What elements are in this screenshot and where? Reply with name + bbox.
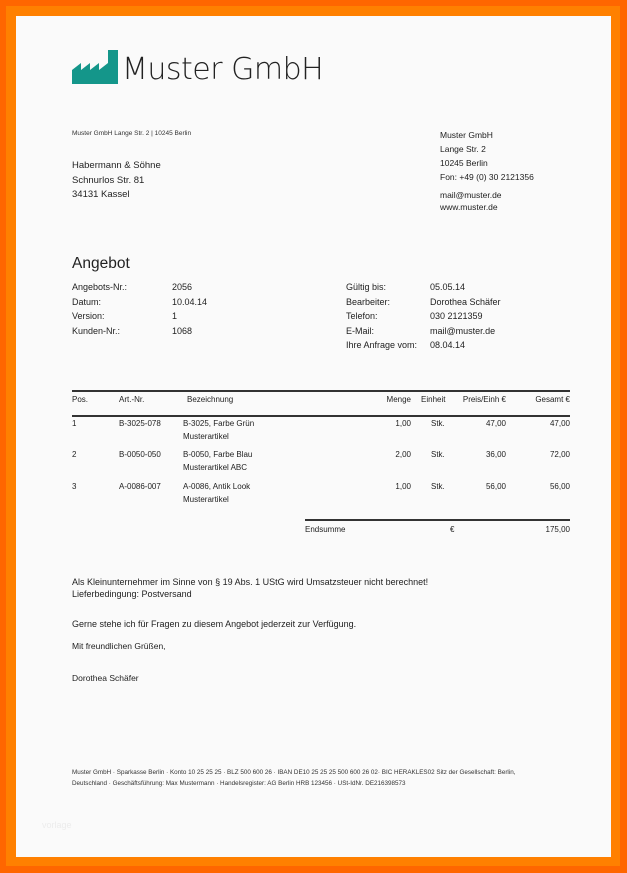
sum-label: Endsumme bbox=[305, 525, 346, 534]
meta-row bbox=[346, 324, 501, 339]
meta-row bbox=[72, 295, 207, 310]
watermark: vorlage bbox=[42, 820, 72, 830]
meta-label: Ihre Anfrage vom: bbox=[346, 340, 418, 350]
offer-meta-right bbox=[346, 280, 501, 353]
meta-label: Telefon: bbox=[346, 311, 378, 321]
meta-row bbox=[346, 309, 501, 324]
sum-currency: € bbox=[450, 525, 455, 534]
cell-unit: Stk. bbox=[431, 450, 445, 459]
company-street: Lange Str. 2 bbox=[440, 144, 486, 154]
meta-row bbox=[346, 295, 501, 310]
cell-desc-sub: Musterartikel bbox=[183, 432, 229, 441]
delivery-note: Lieferbedingung: Postversand bbox=[72, 588, 192, 599]
recipient-name: Habermann & Söhne bbox=[72, 160, 161, 171]
cell-qty: 2,00 bbox=[395, 450, 411, 459]
cell-total: 47,00 bbox=[549, 419, 570, 428]
footer bbox=[72, 768, 515, 789]
sum-value: 175,00 bbox=[545, 525, 570, 534]
meta-value: 030 2121359 bbox=[430, 311, 483, 321]
col-header-desc: Bezeichnung bbox=[187, 395, 234, 404]
cell-unit: Stk. bbox=[431, 482, 445, 491]
meta-row bbox=[346, 280, 501, 295]
meta-label: Datum: bbox=[72, 296, 102, 307]
cell-total: 56,00 bbox=[549, 482, 570, 491]
cell-desc: B-0050, Farbe Blau bbox=[183, 450, 253, 459]
meta-value: 1 bbox=[172, 311, 178, 321]
col-header-art: Art.-Nr. bbox=[119, 395, 145, 404]
meta-label: Kunden-Nr.: bbox=[72, 325, 121, 336]
company-info bbox=[440, 128, 534, 214]
meta-label: Bearbeiter: bbox=[346, 296, 391, 307]
meta-value: 08.04.14 bbox=[430, 340, 466, 350]
cell-art: B-3025-078 bbox=[119, 419, 161, 428]
cell-desc-sub: Musterartikel bbox=[183, 495, 229, 504]
cell-pos: 3 bbox=[72, 482, 77, 491]
cell-unit: Stk. bbox=[431, 419, 445, 428]
signature: Dorothea Schäfer bbox=[72, 673, 139, 683]
recipient-city: 34131 Kassel bbox=[72, 189, 130, 200]
col-header-total: Gesamt € bbox=[535, 395, 570, 404]
cell-desc: A-0086, Antik Look bbox=[183, 482, 251, 491]
table-header-rule bbox=[72, 415, 570, 417]
company-email[interactable]: mail@muster.de bbox=[440, 190, 502, 200]
cell-price: 47,00 bbox=[485, 419, 506, 428]
cell-desc: B-3025, Farbe Grün bbox=[183, 419, 255, 428]
company-name: Muster GmbH bbox=[440, 130, 493, 140]
company-web[interactable]: www.muster.de bbox=[440, 202, 498, 212]
cell-price: 56,00 bbox=[485, 482, 506, 491]
document-page bbox=[16, 16, 611, 857]
sender-line: Muster GmbH Lange Str. 2 | 10245 Berlin bbox=[72, 130, 192, 137]
company-city: 10245 Berlin bbox=[440, 158, 488, 168]
meta-row bbox=[72, 309, 207, 324]
recipient-address bbox=[72, 159, 161, 203]
notes bbox=[72, 577, 428, 600]
recipient-street: Schnurlos Str. 81 bbox=[72, 174, 145, 186]
factory-icon bbox=[72, 50, 120, 84]
meta-label: E-Mail: bbox=[346, 325, 375, 336]
cell-price: 36,00 bbox=[485, 450, 506, 459]
cell-art: A-0086-007 bbox=[119, 482, 161, 491]
meta-value: 10.04.14 bbox=[172, 296, 208, 307]
col-header-price: Preis/Einh € bbox=[462, 395, 506, 404]
cell-art: B-0050-050 bbox=[119, 450, 161, 459]
cell-pos: 2 bbox=[72, 450, 77, 459]
document-title: Angebot bbox=[72, 255, 130, 272]
meta-row bbox=[72, 280, 207, 295]
meta-label: Version: bbox=[72, 311, 105, 321]
cell-total: 72,00 bbox=[549, 450, 570, 459]
cell-qty: 1,00 bbox=[395, 482, 411, 491]
closing-text: Gerne stehe ich für Fragen zu diesem Angebot jederzeit zur Verfügung. bbox=[72, 619, 357, 629]
col-header-pos: Pos. bbox=[72, 395, 89, 404]
meta-row bbox=[72, 324, 207, 339]
company-phone: Fon: +49 (0) 30 2121356 bbox=[440, 172, 534, 182]
offer-meta-left bbox=[72, 280, 207, 338]
table-top-rule bbox=[72, 390, 570, 392]
meta-value: 2056 bbox=[172, 282, 193, 292]
col-header-qty: Menge bbox=[386, 395, 411, 404]
company-logo-text: Muster GmbH bbox=[122, 52, 324, 87]
meta-value: 05.05.14 bbox=[430, 282, 466, 292]
greeting: Mit freundlichen Grüßen, bbox=[72, 641, 166, 651]
meta-value: 1068 bbox=[172, 325, 193, 336]
meta-label: Gültig bis: bbox=[346, 282, 387, 292]
cell-pos: 1 bbox=[72, 419, 77, 428]
meta-label: Angebots-Nr.: bbox=[72, 282, 128, 292]
sum-rule bbox=[305, 519, 570, 521]
meta-value: mail@muster.de bbox=[430, 325, 496, 336]
meta-value: Dorothea Schäfer bbox=[430, 296, 501, 307]
cell-desc-sub: Musterartikel ABC bbox=[183, 463, 248, 472]
tax-note: Als Kleinunternehmer im Sinne von § 19 Abs. 1 UStG wird Umsatzsteuer nicht berechnet! bbox=[72, 577, 429, 587]
footer-line-2: Deutschland · Geschäftsführung: Max Mustermann · Handelsregister: AG Berlin HRB 123456 · USt-IdNr. DE216398573 bbox=[72, 779, 406, 787]
footer-line-1: Muster GmbH · Sparkasse Berlin · Konto 10 25 25 25 · BLZ 500 600 26 · IBAN DE10 25 25 25 500 600 26 02· BIC HERAKLES02 Sitz der Gesellschaft: Berlin, bbox=[72, 769, 516, 776]
cell-qty: 1,00 bbox=[395, 419, 411, 428]
meta-row bbox=[346, 338, 501, 353]
col-header-unit: Einheit bbox=[421, 395, 446, 404]
